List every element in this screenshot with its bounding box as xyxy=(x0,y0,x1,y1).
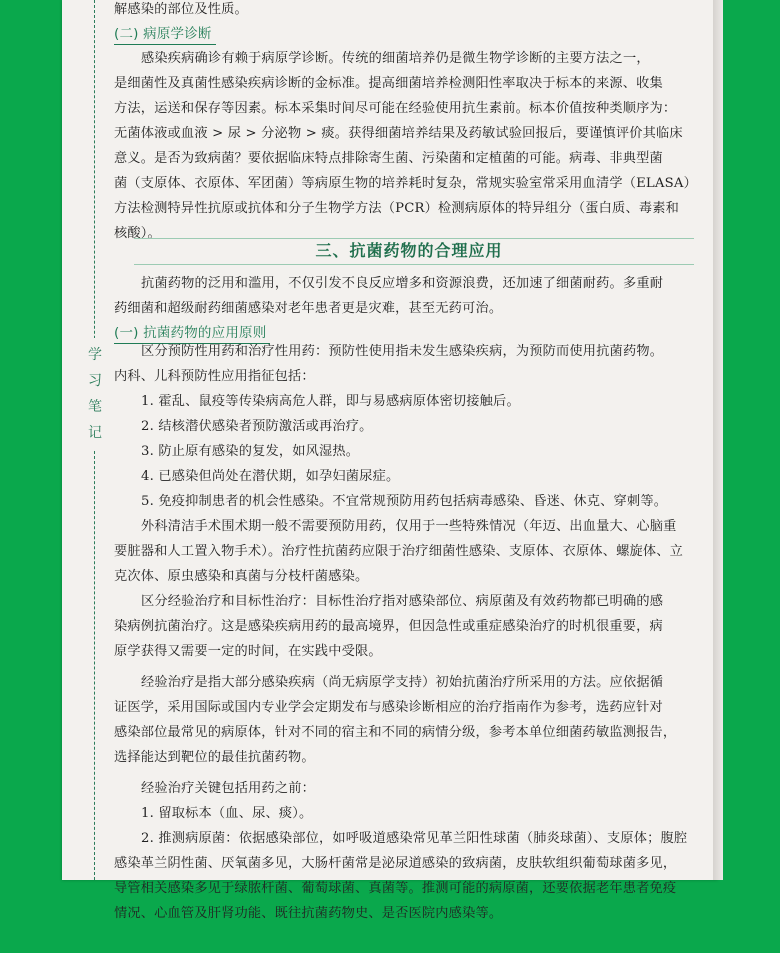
text-line: 无菌体液或血液 > 尿 > 分泌物 > 痰。获得细菌培养结果及药敏试验回报后，要谨慎评价其临床 xyxy=(114,126,683,141)
text-line: 证医学，采用国际或国内专业学会定期发布与感染诊断相应的治疗指南作为参考，选药应针对 xyxy=(114,700,663,715)
text-line: 原学获得又需要一定的时间，在实践中受限。 xyxy=(114,644,382,659)
text-line: 方法检测特异性抗原或抗体和分子生物学方法（PCR）检测病原体的特异组分（蛋白质、毒素和 xyxy=(114,201,679,216)
text-line: 核酸）。 xyxy=(114,226,161,241)
section2-paragraph xyxy=(114,46,697,246)
section-rule-bottom xyxy=(134,264,694,265)
subsection1-heading: (一) 抗菌药物的应用原则 xyxy=(114,323,270,344)
study-notes-label xyxy=(84,338,106,450)
list-item: 2. 结核潜伏感染者预防激活或再治疗。 xyxy=(141,419,373,434)
list-item: 2. 推测病原菌：依据感染部位，如呼吸道感染常见革兰阳性球菌（肺炎球菌）、支原体；腹腔 xyxy=(141,831,688,846)
margin-char: 习 xyxy=(88,373,102,389)
text-line: 感染疾病确诊有赖于病原学诊断。传统的细菌培养仍是微生物学诊断的主要方法之一， xyxy=(141,51,650,66)
section3-intro xyxy=(114,271,663,321)
section3-title: 三、抗菌药物的合理应用 xyxy=(315,241,503,260)
page-edge-shadow xyxy=(713,0,723,880)
margin-char: 笔 xyxy=(88,399,102,415)
text-line: 药细菌和超级耐药细菌感染对老年患者更是灾难，甚至无药可治。 xyxy=(114,301,503,316)
text-line: 抗菌药物的泛用和滥用，不仅引发不良反应增多和资源浪费，还加速了细菌耐药。多重耐 xyxy=(141,276,664,291)
text-line: 染病例抗菌治疗。这是感染疾病用药的最高境界，但因急性或重症感染治疗的时机很重要，病 xyxy=(114,619,663,634)
prophylactic-section xyxy=(114,339,687,926)
text-line: 经验治疗是指大部分感染疾病（尚无病原学支持）初始抗菌治疗所采用的方法。应依据循 xyxy=(141,675,664,690)
text-line: 区分预防性用药和治疗性用药：预防性使用指未发生感染疾病，为预防而使用抗菌药物。 xyxy=(141,344,664,359)
text-line: 区分经验治疗和目标性治疗：目标性治疗指对感染部位、病原菌及有效药物都已明确的感 xyxy=(141,594,664,609)
list-item: 3. 防止原有感染的复发，如风湿热。 xyxy=(141,444,360,459)
list-item: 1. 霍乱、鼠疫等传染病高危人群，即与易感病原体密切接触后。 xyxy=(141,394,520,409)
text-line: 感染部位最常见的病原体，针对不同的宿主和不同的病情分级，参考本单位细菌药敏监测报告， xyxy=(114,725,677,740)
margin-char: 学 xyxy=(88,347,102,363)
section2-heading: (二) 病原学诊断 xyxy=(114,24,216,45)
text-line: 经验治疗关键包括用药之前： xyxy=(141,781,316,796)
text-line: 是细菌性及真菌性感染疾病诊断的金标准。提高细菌培养检测阳性率取决于标本的来源、收集 xyxy=(114,76,663,91)
top-line: 解感染的部位及性质。 xyxy=(114,2,248,17)
list-item: 4. 已感染但尚处在潜伏期，如孕妇菌尿症。 xyxy=(141,469,400,484)
text-line: 内科、儿科预防性应用指征包括： xyxy=(114,369,315,384)
list-item: 1. 留取标本（血、尿、痰）。 xyxy=(141,806,313,821)
text-line: 要脏器和人工置入物手术）。治疗性抗菌药应限于治疗细菌性感染、支原体、衣原体、螺旋体、立 xyxy=(114,544,684,559)
text-line: 克次体、原虫感染和真菌与分枝杆菌感染。 xyxy=(114,569,369,584)
text-line: 情况、心血管及肝肾功能、既往抗菌药物史、是否医院内感染等。 xyxy=(114,906,503,921)
text-line: 选择能达到靶位的最佳抗菌药物。 xyxy=(114,750,315,765)
text-line: 意义。是否为致病菌？要依据临床特点排除寄生菌、污染菌和定植菌的可能。病毒、非典型菌 xyxy=(114,151,663,166)
book-page xyxy=(62,0,718,921)
list-item: 5. 免疫抑制患者的机会性感染。不宜常规预防用药包括病毒感染、昏迷、休克、穿刺等。 xyxy=(141,494,668,509)
text-line: 导管相关感染多见于绿脓杆菌、葡萄球菌、真菌等。推测可能的病原菌，还要依据老年患者免疫 xyxy=(114,881,677,896)
margin-char: 记 xyxy=(88,425,102,441)
text-line: 外科清洁手术围术期一般不需要预防用药，仅用于一些特殊情况（年迈、出血量大、心脑重 xyxy=(141,519,677,534)
text-line: 方法，运送和保存等因素。标本采集时间尽可能在经验使用抗生素前。标本价值按种类顺序为： xyxy=(114,101,677,116)
text-line: 感染革兰阴性菌、厌氧菌多见，大肠杆菌常是泌尿道感染的致病菌，皮肤软组织葡萄球菌多见， xyxy=(114,856,677,871)
text-line: 菌（支原体、衣原体、军团菌）等病原生物的培养耗时复杂，常规实验室常采用血清学（ELASA） xyxy=(114,176,697,191)
